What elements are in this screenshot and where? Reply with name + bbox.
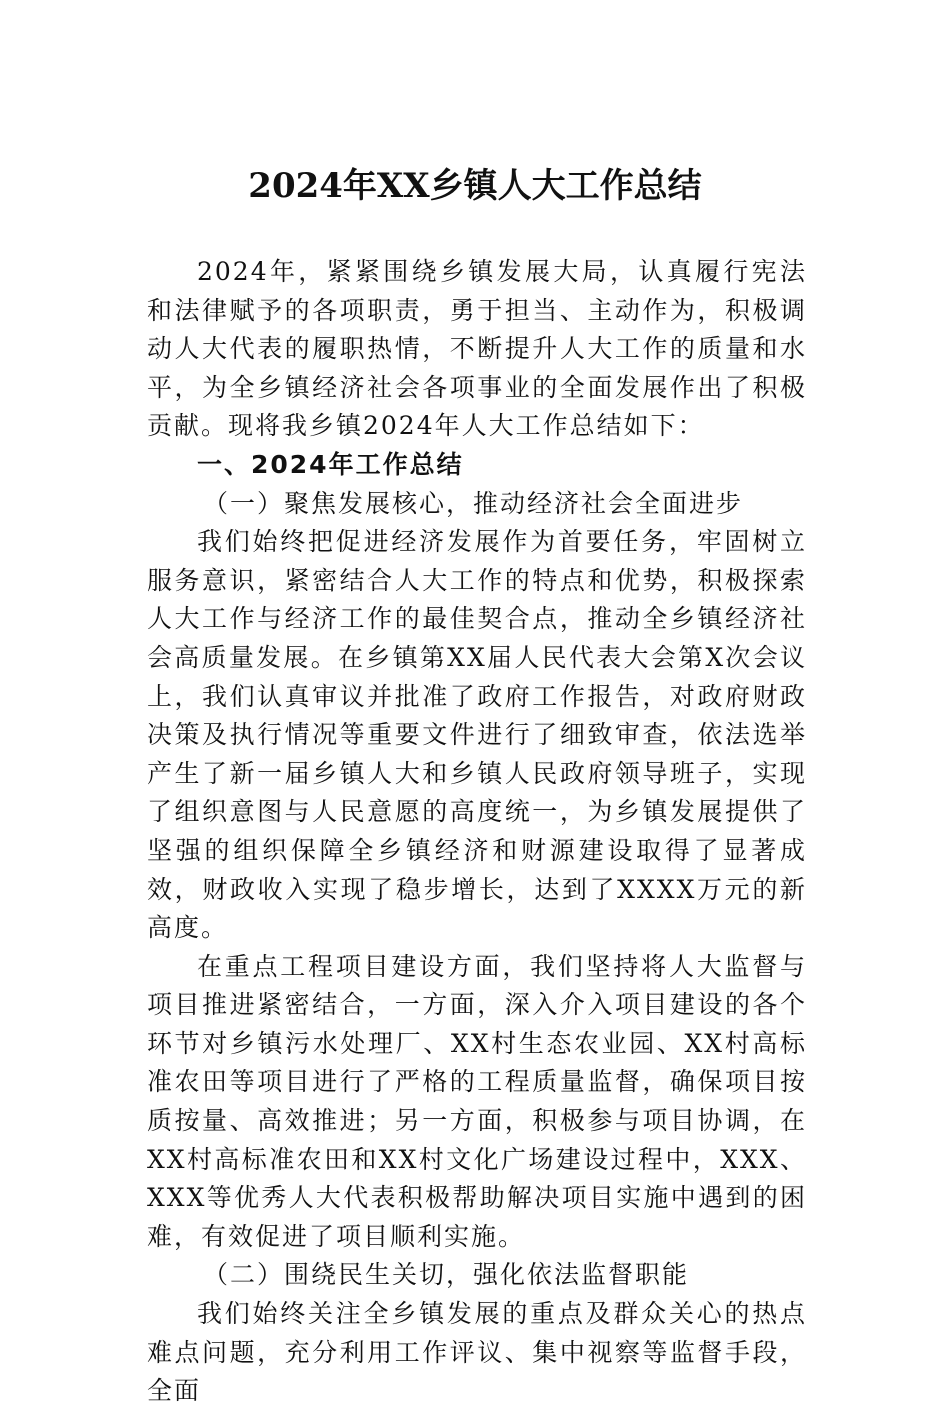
body-paragraph-3: 我们始终关注全乡镇发展的重点及群众关心的热点难点问题，充分利用工作评议、集中视察等监督手段，全面 <box>147 1299 807 1406</box>
subsection-heading-2: （二）围绕民生关切，强化依法监督职能 <box>203 1260 690 1290</box>
body-paragraph-1: 我们始终把促进经济发展作为首要任务，牢固树立服务意识，紧密结合人大工作的特点和优势，积极探索人大工作与经济工作的最佳契合点，推动全乡镇经济社会高质量发展。在乡镇第XX届人民代表大会第X次会议上，我们认真审议并批准了政府工作报告，对政府财政决策及执行情况等重要文件进行了细致审查，依法选举产生了新一届乡镇人大和乡镇人民政府领导班子，实现了组织意图与人民意愿的高度统一，为乡镇发展提供了坚强的组织保障全乡镇经济和财源建设取得了显著成效，财政收入实现了稳步增长，达到了XXXX万元的新高度。 <box>147 527 807 943</box>
document-title: 2024年XX乡镇人大工作总结 <box>248 166 702 206</box>
section-heading-1: 一、2024年工作总结 <box>197 449 464 479</box>
subsection-heading-1: （一）聚焦发展核心，推动经济社会全面进步 <box>203 488 744 518</box>
body-paragraph-2: 在重点工程项目建设方面，我们坚持将人大监督与项目推进紧密结合，一方面，深入介入项目建设的各个环节对乡镇污水处理厂、XX村生态农业园、XX村高标准农田等项目进行了严格的工程质量监督，确保项目按质按量、高效推进；另一方面，积极参与项目协调，在XX村高标准农田和XX村文化广场建设过程中，XXX、XXX等优秀人大代表积极帮助解决项目实施中遇到的困难，有效促进了项目顺利实施。 <box>147 951 807 1251</box>
intro-paragraph: 2024年，紧紧围绕乡镇发展大局，认真履行宪法和法律赋予的各项职责，勇于担当、主动作为，积极调动人大代表的履职热情，不断提升人大工作的质量和水平，为全乡镇经济社会各项事业的全面发展作出了积极贡献。现将我乡镇2024年人大工作总结如下： <box>147 257 807 441</box>
document-body <box>147 253 807 1411</box>
